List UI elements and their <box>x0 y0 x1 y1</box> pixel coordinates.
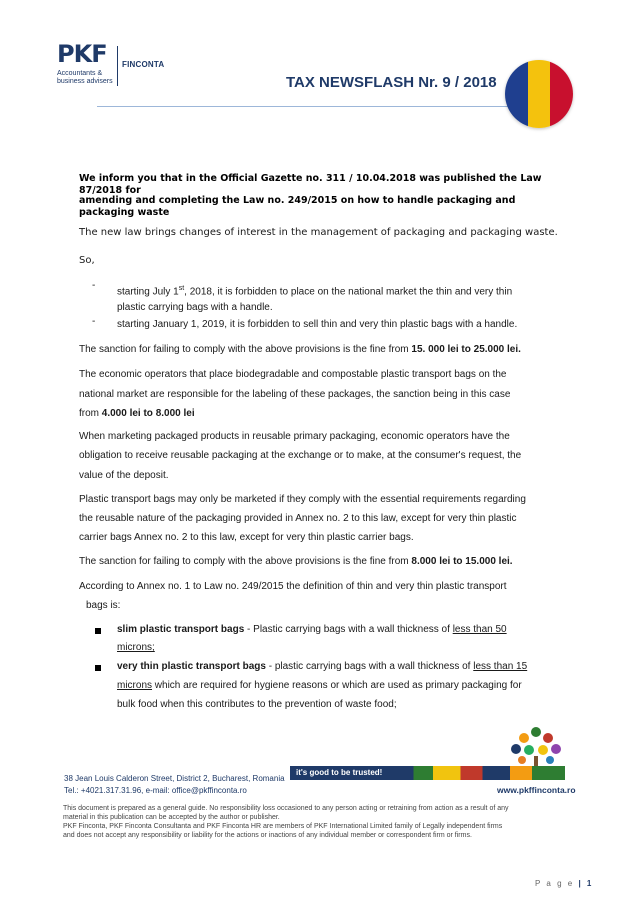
disclaimer-line-4: and does not accept any responsibility or liability for the actions or inactions of any individual member or correspondent firm or firms. <box>63 832 472 839</box>
square-item-2-line-2: microns which are required for hygiene reasons or which are used as primary packaging for <box>117 680 522 691</box>
market-line-3: value of the deposit. <box>79 470 169 481</box>
plastic-line-2: the reusable nature of the packaging provided in Annex no. 2 to this law, except for very thin plastic <box>79 513 517 524</box>
bio-line-3: from 4.000 lei to 8.000 lei <box>79 408 195 419</box>
square-item-2-line-3: bulk food when this contributes to the prevention of waste food; <box>117 699 397 710</box>
sanction-2: The sanction for failing to comply with the above provisions is the fine from 8.000 lei to 15.000 lei. <box>79 556 513 567</box>
logo-name: FINCONTA <box>122 60 165 69</box>
dash-bullet: - <box>92 280 96 291</box>
intro-text: The new law brings changes of interest in the management of packaging and packaging waste. <box>79 227 558 238</box>
lead-line-1: We inform you that in the Official Gazette no. 311 / 10.04.2018 was published the Law 87/2018 for <box>79 173 542 196</box>
lead-line-2: amending and completing the Law no. 249/2015 on how to handle packaging and packaging waste <box>79 195 516 218</box>
square-bullet-icon <box>95 665 101 671</box>
dash-bullet: - <box>92 316 96 327</box>
so-text: So, <box>79 255 95 266</box>
bio-line-1: The economic operators that place biodegradable and compostable plastic transport bags on the <box>79 369 507 380</box>
tagline-text: it's good to be trusted! <box>296 768 383 777</box>
annex-line-1: According to Annex no. 1 to Law no. 249/2015 the definition of thin and very thin plastic transport <box>79 581 507 592</box>
annex-line-2: bags is: <box>86 600 121 611</box>
logo-divider <box>117 46 118 86</box>
tagline-banner <box>290 766 565 780</box>
plastic-line-3: carrier bags Annex no. 2 to this law, except for very thin plastic carrier bags. <box>79 532 414 543</box>
dash-item-1-line-2: plastic carrying bags with a handle. <box>117 302 273 313</box>
romania-flag-icon <box>505 60 573 128</box>
pkf-logo: PKF <box>57 40 107 68</box>
square-item-1-line-2: microns; <box>117 642 155 653</box>
logo-subtitle: Accountants & business advisers <box>57 70 113 85</box>
header-divider <box>97 106 562 107</box>
plastic-line-1: Plastic transport bags may only be marketed if they comply with the essential requirements regarding <box>79 494 526 505</box>
market-line-2: obligation to receive reusable packaging at the exchange or to make, at the consumer's request, the <box>79 450 522 461</box>
square-item-1: slim plastic transport bags - Plastic carrying bags with a wall thickness of less than 50 <box>117 624 507 635</box>
sanction-1: The sanction for failing to comply with the above provisions is the fine from 15. 000 lei to 25.000 lei. <box>79 344 521 355</box>
market-line-1: When marketing packaged products in reusable primary packaging, economic operators have the <box>79 431 510 442</box>
disclaimer-line-3: PKF Finconta, PKF Finconta Consultanta and PKF Finconta HR are members of PKF International Limited family of Legally independent firms <box>63 823 503 830</box>
square-item-2: very thin plastic transport bags - plastic carrying bags with a wall thickness of less than 15 <box>117 661 528 672</box>
page-number: P a g e | 1 <box>535 879 594 888</box>
disclaimer-line-2: material in this publication can be accepted by the author or publisher. <box>63 814 280 821</box>
bio-line-2: national market are responsible for the labeling of these packages, the sanction being in this case <box>79 389 511 400</box>
footer-contact[interactable]: Tel.: +4021.317.31.96, e-mail: office@pkffinconta.ro <box>64 786 247 795</box>
disclaimer-line-1: This document is prepared as a general guide. No responsibility loss occasioned to any person acting or retraining from action as a result of any <box>63 805 509 812</box>
dash-item-1: starting July 1st, 2018, it is forbidden to place on the national market the thin and very thin <box>117 285 513 298</box>
website-link[interactable]: www.pkffinconta.ro <box>497 785 576 795</box>
newsflash-title: TAX NEWSFLASH Nr. 9 / 2018 <box>286 74 497 91</box>
dash-item-2: starting January 1, 2019, it is forbidden to sell thin and very thin plastic bags with a handle. <box>117 319 518 330</box>
square-bullet-icon <box>95 628 101 634</box>
footer-address: 38 Jean Louis Calderon Street, District 2, Bucharest, Romania <box>64 774 285 783</box>
